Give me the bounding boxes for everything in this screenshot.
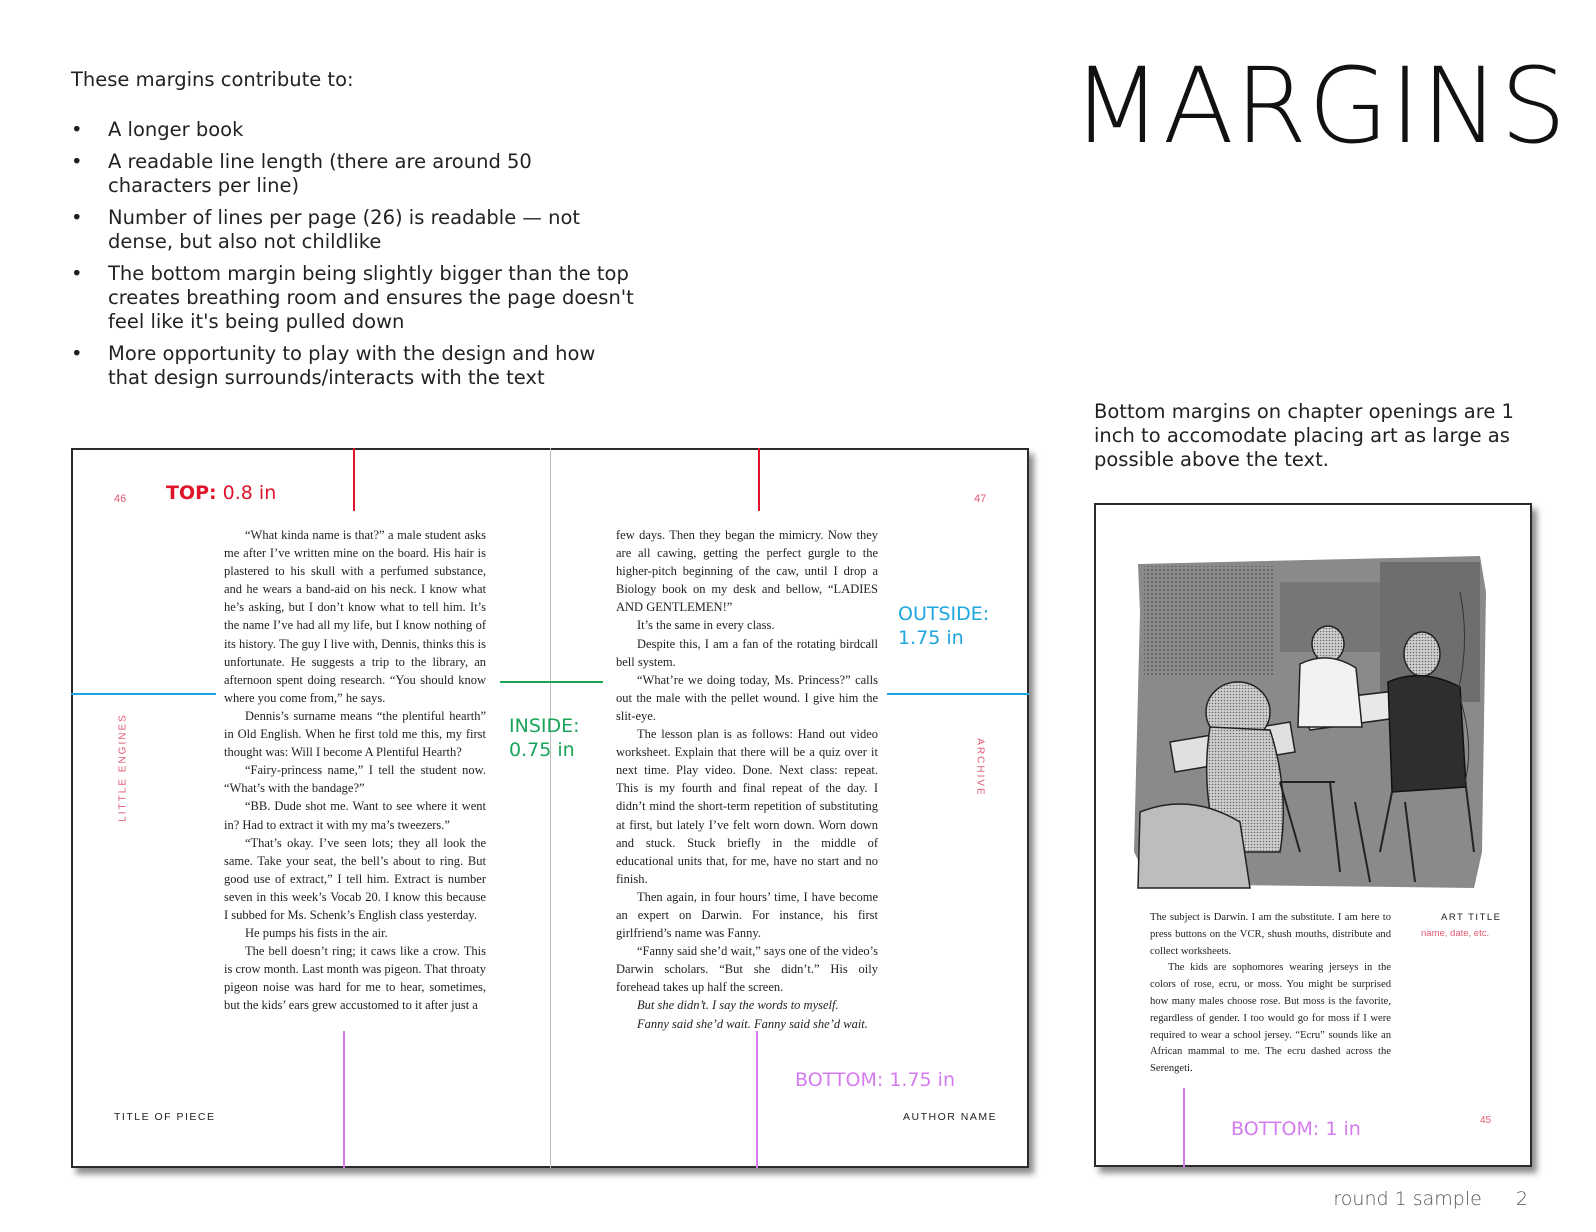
inside-margin-guide bbox=[500, 681, 603, 683]
paragraph: The subject is Darwin. I am the substitute. I am here to press buttons on the VCR, shush mouths, distribute and collect worksheets. bbox=[1150, 912, 1391, 957]
bottom-margin-guide-left bbox=[343, 1031, 345, 1168]
top-margin-value: 0.8 in bbox=[216, 482, 277, 504]
list-item: • A longer book bbox=[71, 118, 641, 142]
left-running-head: LITTLE ENGINES bbox=[117, 713, 129, 822]
left-folio: 46 bbox=[114, 493, 127, 505]
paragraph: But she didn’t. I say the words to myself. bbox=[637, 998, 839, 1013]
top-margin-label: TOP: 0.8 in bbox=[166, 482, 277, 504]
chapter-folio: 45 bbox=[1480, 1115, 1492, 1126]
right-folio: 47 bbox=[974, 493, 987, 505]
paragraph: “BB. Dude shot me. Want to see where it went in? Had to extract it with my ma’s tweezers.” bbox=[224, 799, 486, 832]
margin-benefits-list bbox=[71, 118, 641, 398]
paragraph: The bell doesn’t ring; it caws like a crow. This is crow month. Last month was pigeon. That throaty pigeon noise was hard for me to hear, sometimes, but the kids’ ears grew accustomed to it after just a bbox=[224, 944, 486, 1013]
footer-label: round 1 sample bbox=[1333, 1188, 1482, 1210]
bottom-margin-label: BOTTOM: 1.75 in bbox=[795, 1069, 955, 1091]
inside-margin-label: INSIDE: 0.75 in bbox=[509, 715, 580, 761]
paragraph: “That’s okay. I’ve seen lots; they all look the same. Take your seat, the bell’s about to ring. But good use of extract,” I tell him. Extract is number seven in this week’s Vocab 20. I know this because I subbed for Ms. Schenk’s English class yesterday. bbox=[224, 835, 486, 922]
right-running-head: ARCHIVE bbox=[974, 738, 986, 797]
paragraph: Fanny said she’d wait. Fanny said she’d wait. bbox=[637, 1016, 868, 1031]
paragraph: “Fanny said she’d wait,” says one of the video’s Darwin scholars. “But she didn’t.” His oily forehead takes up half the screen. bbox=[616, 944, 878, 995]
slide-footer bbox=[1333, 1188, 1528, 1210]
art-title: ART TITLE bbox=[1441, 912, 1502, 923]
paragraph: The lesson plan is as follows: Hand out video worksheet. Explain that there will be a quiz over it next time. Play video. Done. Next class: repeat. This is my fourth and final repeat of the day. I didn’t mind the short-term repetition of substituting at first, but lately I’ve felt worn down. Worn down and stuck. Stuck briefly in the middle of educational units that, for me, have no start and no finish. bbox=[616, 727, 878, 886]
paragraph: “Fairy-princess name,” I tell the student now. “What’s with the bandage?” bbox=[224, 763, 486, 796]
outside-margin-label: OUTSIDE: 1.75 in bbox=[898, 603, 990, 649]
list-item: • The bottom margin being slightly bigger than the top creates breathing room and ensures the page doesn't feel like it's being pulled down bbox=[71, 262, 641, 334]
list-item: • Number of lines per page (26) is readable — not dense, but also not childlike bbox=[71, 206, 641, 254]
paragraph: Despite this, I am a fan of the rotating birdcall bell system. bbox=[616, 636, 878, 669]
intro-heading: These margins contribute to: bbox=[71, 68, 354, 91]
paragraph: few days. Then they began the mimicry. Now they are all cawing, getting the perfect gurgle to the higher-pitch beginning of the caw, until I drop a Biology book on my desk and bellow, “LADIES AND GENTLEMEN!” bbox=[616, 528, 878, 615]
chapter-illustration bbox=[1130, 552, 1492, 890]
paragraph: Then again, in four hours’ time, I have become an expert on Darwin. For instance, his first girlfriend’s name was Fanny. bbox=[616, 889, 878, 941]
list-item: • More opportunity to play with the design and how that design surrounds/interacts with the text bbox=[71, 342, 641, 390]
right-footer: AUTHOR NAME bbox=[903, 1111, 998, 1123]
paragraph: He pumps his fists in the air. bbox=[245, 926, 388, 941]
chapter-bottom-margin-guide bbox=[1183, 1088, 1185, 1167]
page-title: MARGINS bbox=[1072, 45, 1568, 167]
paragraph: It’s the same in every class. bbox=[637, 618, 775, 633]
bottom-margin-guide-right bbox=[756, 1031, 758, 1168]
art-caption: name, date, etc. bbox=[1421, 928, 1490, 939]
outside-margin-guide-right bbox=[887, 693, 1029, 695]
top-margin-guide-left bbox=[353, 448, 355, 511]
left-footer: TITLE OF PIECE bbox=[114, 1111, 216, 1123]
page-number: 2 bbox=[1515, 1188, 1528, 1210]
spread-gutter bbox=[550, 448, 551, 1168]
right-page-text bbox=[616, 526, 878, 1033]
left-page-text bbox=[224, 526, 486, 1015]
paragraph: “What kinda name is that?” a male student asks me after I’ve written mine on the board. His hair is plastered to his skull with a perfumed substance, and he wears a band-aid on his neck. I know what he’s asking, but I don’t know what to tell him. It’s the name I’ve had all my life, but I know nothing of its history. The guy I live with, Dennis, thinks this is unfortunate. He suggests a trip to the library, an afternoon spent doing research. “You should know where you come from,” he says. bbox=[224, 528, 486, 705]
list-item: • A readable line length (there are around 50 characters per line) bbox=[71, 150, 641, 198]
paragraph: The kids are sophomores wearing jerseys in the colors of rose, ecru, or moss. You might be surprised how many males choose rose. But moss is the favorite, regardless of gender. I too would go for moss if I were required to wear a school jersey. “Ecru” sounds like an African mammal to me. The ecru dashed across the Serengeti. bbox=[1150, 962, 1391, 1075]
chapter-bottom-margin-label: BOTTOM: 1 in bbox=[1231, 1118, 1361, 1140]
chapter-opening-note: Bottom margins on chapter openings are 1 inch to accomodate placing art as large as possible above the text. bbox=[1094, 400, 1514, 471]
outside-margin-guide-left bbox=[71, 693, 216, 695]
top-margin-guide-right bbox=[758, 448, 760, 511]
paragraph: Dennis’s surname means “the plentiful hearth” in Old English. When he first told me this, my first thought was: Will I become A Plentiful Hearth? bbox=[224, 708, 486, 760]
chapter-page-text bbox=[1150, 910, 1391, 1078]
paragraph: “What’re we doing today, Ms. Princess?” calls out the male with the pellet wound. I give him the slit-eye. bbox=[616, 672, 878, 723]
